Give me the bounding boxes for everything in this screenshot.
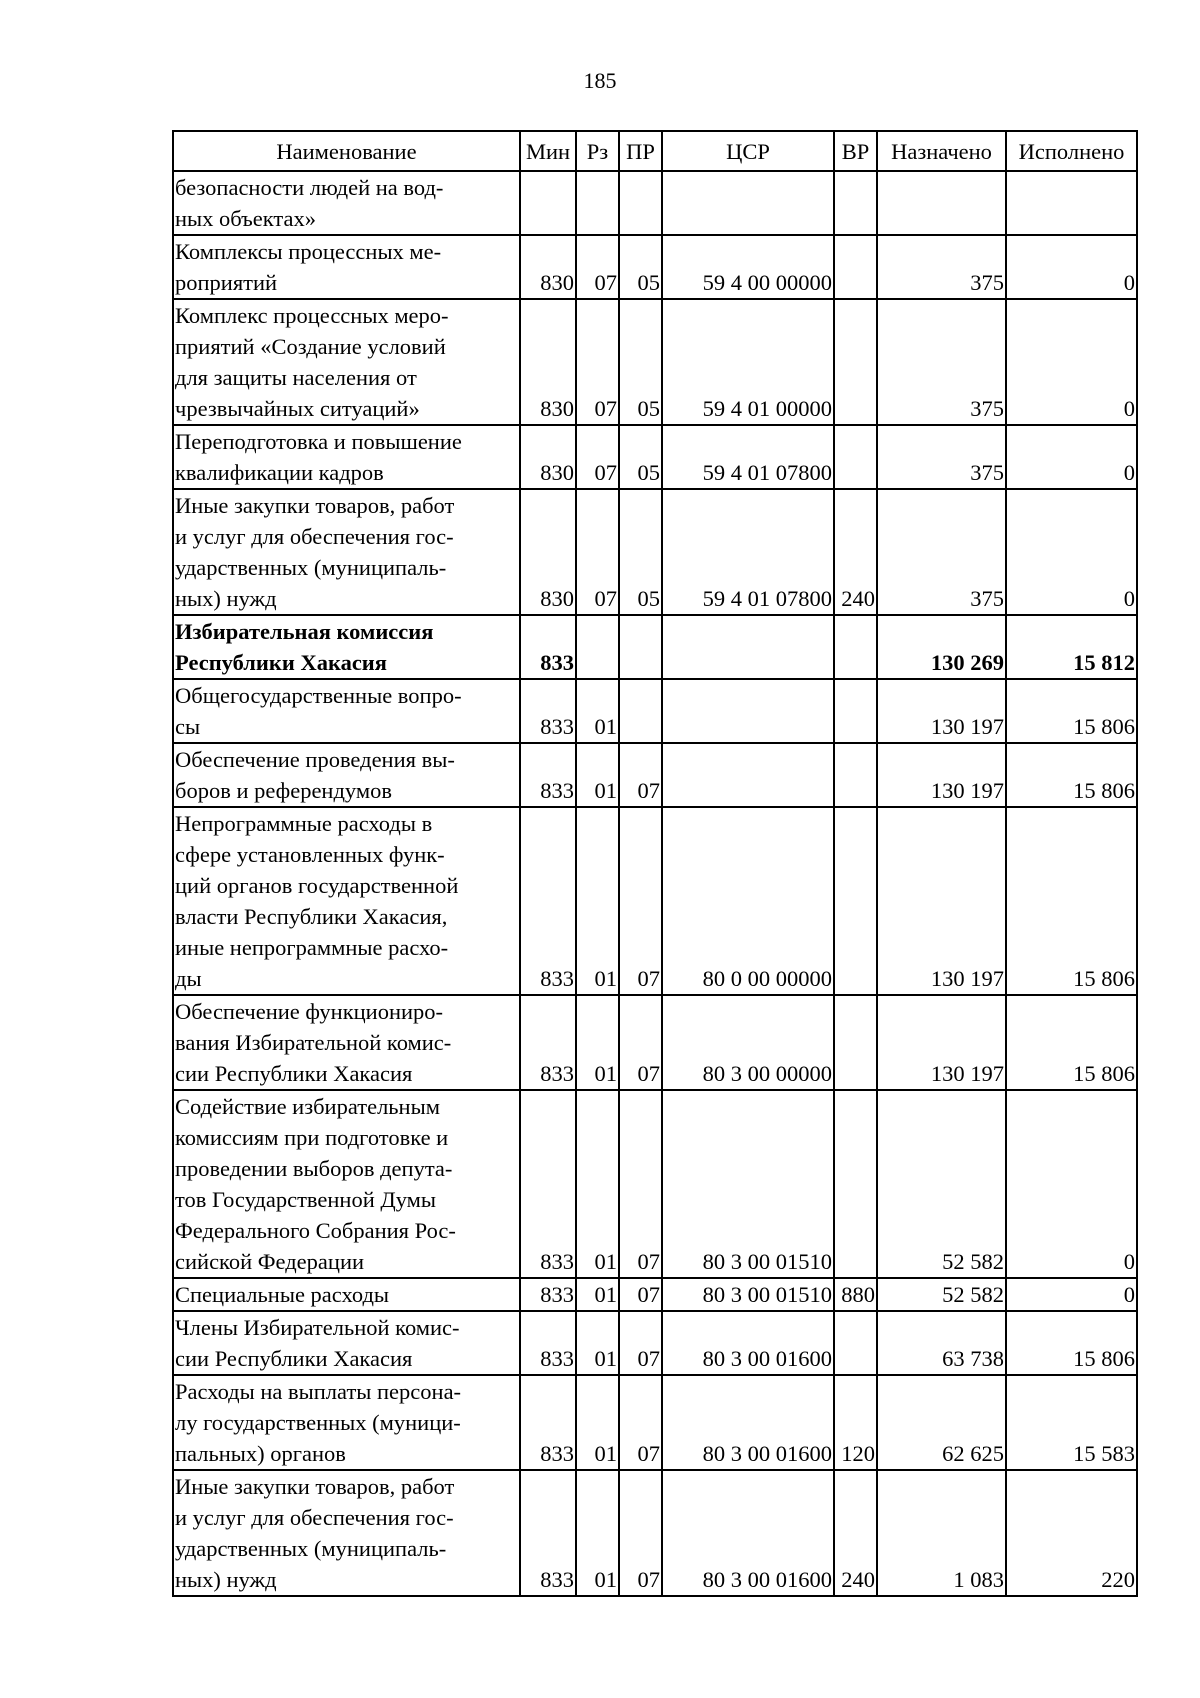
cell-csr: 80 0 00 00000 xyxy=(662,807,834,995)
cell-csr xyxy=(662,679,834,743)
cell-min: 830 xyxy=(520,299,576,425)
cell-min: 833 xyxy=(520,1311,576,1375)
cell-min: 833 xyxy=(520,1278,576,1311)
table-row xyxy=(173,1470,1137,1596)
cell-pr: 07 xyxy=(619,807,662,995)
cell-ispolneno xyxy=(1006,171,1137,235)
cell-name: Комплексы процессных ме- роприятий xyxy=(173,235,520,299)
cell-rz: 07 xyxy=(576,235,619,299)
table-body xyxy=(173,171,1137,1596)
cell-vr xyxy=(834,171,877,235)
cell-vr xyxy=(834,807,877,995)
cell-vr xyxy=(834,1311,877,1375)
cell-csr: 80 3 00 01510 xyxy=(662,1278,834,1311)
cell-naznacheno: 63 738 xyxy=(877,1311,1006,1375)
cell-min: 830 xyxy=(520,235,576,299)
cell-name: Общегосударственные вопро- сы xyxy=(173,679,520,743)
cell-naznacheno xyxy=(877,171,1006,235)
cell-vr: 120 xyxy=(834,1375,877,1470)
header-pr: ПР xyxy=(619,131,662,171)
cell-csr xyxy=(662,615,834,679)
cell-rz: 01 xyxy=(576,1311,619,1375)
cell-ispolneno: 0 xyxy=(1006,489,1137,615)
table-row xyxy=(173,1090,1137,1278)
cell-ispolneno: 15 583 xyxy=(1006,1375,1137,1470)
table-row xyxy=(173,425,1137,489)
cell-rz: 01 xyxy=(576,1470,619,1596)
cell-rz: 01 xyxy=(576,1278,619,1311)
cell-rz xyxy=(576,615,619,679)
cell-vr: 240 xyxy=(834,1470,877,1596)
table-header-row xyxy=(173,131,1137,171)
cell-min: 833 xyxy=(520,807,576,995)
cell-rz: 07 xyxy=(576,489,619,615)
table-row xyxy=(173,489,1137,615)
header-naznacheno: Назначено xyxy=(877,131,1006,171)
cell-name: Расходы на выплаты персона- лу государственных (муници- пальных) органов xyxy=(173,1375,520,1470)
cell-csr xyxy=(662,743,834,807)
cell-pr: 05 xyxy=(619,299,662,425)
cell-rz: 01 xyxy=(576,1090,619,1278)
table-row xyxy=(173,171,1137,235)
cell-ispolneno: 15 812 xyxy=(1006,615,1137,679)
cell-vr xyxy=(834,1090,877,1278)
cell-naznacheno: 130 197 xyxy=(877,743,1006,807)
table-row xyxy=(173,235,1137,299)
table-row xyxy=(173,615,1137,679)
cell-pr: 07 xyxy=(619,1375,662,1470)
cell-min: 830 xyxy=(520,425,576,489)
cell-pr xyxy=(619,171,662,235)
table-row xyxy=(173,743,1137,807)
cell-ispolneno: 0 xyxy=(1006,1278,1137,1311)
cell-csr: 59 4 01 07800 xyxy=(662,489,834,615)
cell-pr: 05 xyxy=(619,425,662,489)
cell-pr: 07 xyxy=(619,995,662,1090)
header-name: Наименование xyxy=(173,131,520,171)
cell-csr: 80 3 00 00000 xyxy=(662,995,834,1090)
header-min: Мин xyxy=(520,131,576,171)
cell-naznacheno: 52 582 xyxy=(877,1090,1006,1278)
cell-naznacheno: 375 xyxy=(877,489,1006,615)
cell-min xyxy=(520,171,576,235)
cell-naznacheno: 52 582 xyxy=(877,1278,1006,1311)
cell-rz: 01 xyxy=(576,995,619,1090)
cell-vr xyxy=(834,299,877,425)
cell-vr xyxy=(834,615,877,679)
table-row xyxy=(173,1375,1137,1470)
cell-csr xyxy=(662,171,834,235)
cell-csr: 80 3 00 01600 xyxy=(662,1470,834,1596)
header-rz: Рз xyxy=(576,131,619,171)
cell-min: 833 xyxy=(520,1090,576,1278)
cell-pr xyxy=(619,679,662,743)
budget-table xyxy=(172,130,1138,1597)
cell-min: 833 xyxy=(520,679,576,743)
cell-rz xyxy=(576,171,619,235)
cell-vr xyxy=(834,995,877,1090)
cell-pr: 05 xyxy=(619,235,662,299)
cell-pr: 07 xyxy=(619,1090,662,1278)
cell-csr: 80 3 00 01510 xyxy=(662,1090,834,1278)
cell-naznacheno: 130 197 xyxy=(877,807,1006,995)
cell-naznacheno: 375 xyxy=(877,235,1006,299)
cell-name: Иные закупки товаров, работ и услуг для обеспечения гос- ударственных (муниципаль- ных) нужд xyxy=(173,1470,520,1596)
cell-rz: 01 xyxy=(576,1375,619,1470)
cell-rz: 01 xyxy=(576,807,619,995)
cell-ispolneno: 0 xyxy=(1006,425,1137,489)
cell-name: Иные закупки товаров, работ и услуг для обеспечения гос- ударственных (муниципаль- ных) нужд xyxy=(173,489,520,615)
cell-min: 833 xyxy=(520,615,576,679)
cell-naznacheno: 1 083 xyxy=(877,1470,1006,1596)
cell-name: Специальные расходы xyxy=(173,1278,520,1311)
cell-rz: 07 xyxy=(576,425,619,489)
cell-naznacheno: 375 xyxy=(877,425,1006,489)
cell-vr xyxy=(834,235,877,299)
cell-vr: 240 xyxy=(834,489,877,615)
cell-vr: 880 xyxy=(834,1278,877,1311)
cell-ispolneno: 0 xyxy=(1006,235,1137,299)
cell-name: Члены Избирательной комис- сии Республики Хакасия xyxy=(173,1311,520,1375)
cell-min: 833 xyxy=(520,743,576,807)
cell-vr xyxy=(834,743,877,807)
cell-vr xyxy=(834,425,877,489)
cell-min: 833 xyxy=(520,1470,576,1596)
cell-ispolneno: 15 806 xyxy=(1006,995,1137,1090)
cell-ispolneno: 220 xyxy=(1006,1470,1137,1596)
cell-naznacheno: 62 625 xyxy=(877,1375,1006,1470)
table-row xyxy=(173,1311,1137,1375)
cell-min: 830 xyxy=(520,489,576,615)
table-row xyxy=(173,679,1137,743)
cell-name: Избирательная комиссия Республики Хакасия xyxy=(173,615,520,679)
cell-ispolneno: 15 806 xyxy=(1006,679,1137,743)
cell-ispolneno: 0 xyxy=(1006,1090,1137,1278)
cell-pr: 07 xyxy=(619,1278,662,1311)
cell-rz: 01 xyxy=(576,679,619,743)
cell-name: Обеспечение функциониро- вания Избирательной комис- сии Республики Хакасия xyxy=(173,995,520,1090)
cell-name: Переподготовка и повышение квалификации кадров xyxy=(173,425,520,489)
cell-name: Содействие избирательным комиссиям при подготовке и проведении выборов депута- тов Государственной Думы Федерального Собрания Рос- сийской Федерации xyxy=(173,1090,520,1278)
cell-ispolneno: 0 xyxy=(1006,299,1137,425)
cell-csr: 80 3 00 01600 xyxy=(662,1311,834,1375)
cell-vr xyxy=(834,679,877,743)
table-row xyxy=(173,995,1137,1090)
cell-ispolneno: 15 806 xyxy=(1006,1311,1137,1375)
cell-csr: 59 4 01 00000 xyxy=(662,299,834,425)
cell-csr: 80 3 00 01600 xyxy=(662,1375,834,1470)
cell-name: Обеспечение проведения вы- боров и референдумов xyxy=(173,743,520,807)
cell-pr: 07 xyxy=(619,743,662,807)
table-row xyxy=(173,807,1137,995)
cell-min: 833 xyxy=(520,995,576,1090)
cell-name: Непрограммные расходы в сфере установленных функ- ций органов государственной власти Республики Хакасия, иные непрограммные расхо- ды xyxy=(173,807,520,995)
cell-pr: 07 xyxy=(619,1470,662,1596)
cell-pr: 05 xyxy=(619,489,662,615)
header-csr: ЦСР xyxy=(662,131,834,171)
cell-rz: 07 xyxy=(576,299,619,425)
cell-pr xyxy=(619,615,662,679)
cell-ispolneno: 15 806 xyxy=(1006,743,1137,807)
cell-pr: 07 xyxy=(619,1311,662,1375)
cell-name: безопасности людей на вод- ных объектах» xyxy=(173,171,520,235)
table-row xyxy=(173,1278,1137,1311)
cell-name: Комплекс процессных меро- приятий «Создание условий для защиты населения от чрезвычайных ситуаций» xyxy=(173,299,520,425)
header-ispolneno: Исполнено xyxy=(1006,131,1137,171)
cell-naznacheno: 130 269 xyxy=(877,615,1006,679)
cell-rz: 01 xyxy=(576,743,619,807)
page-number: 185 xyxy=(583,68,617,93)
cell-csr: 59 4 00 00000 xyxy=(662,235,834,299)
cell-csr: 59 4 01 07800 xyxy=(662,425,834,489)
cell-min: 833 xyxy=(520,1375,576,1470)
table-row xyxy=(173,299,1137,425)
cell-naznacheno: 130 197 xyxy=(877,679,1006,743)
cell-naznacheno: 375 xyxy=(877,299,1006,425)
cell-ispolneno: 15 806 xyxy=(1006,807,1137,995)
header-vr: ВР xyxy=(834,131,877,171)
cell-naznacheno: 130 197 xyxy=(877,995,1006,1090)
